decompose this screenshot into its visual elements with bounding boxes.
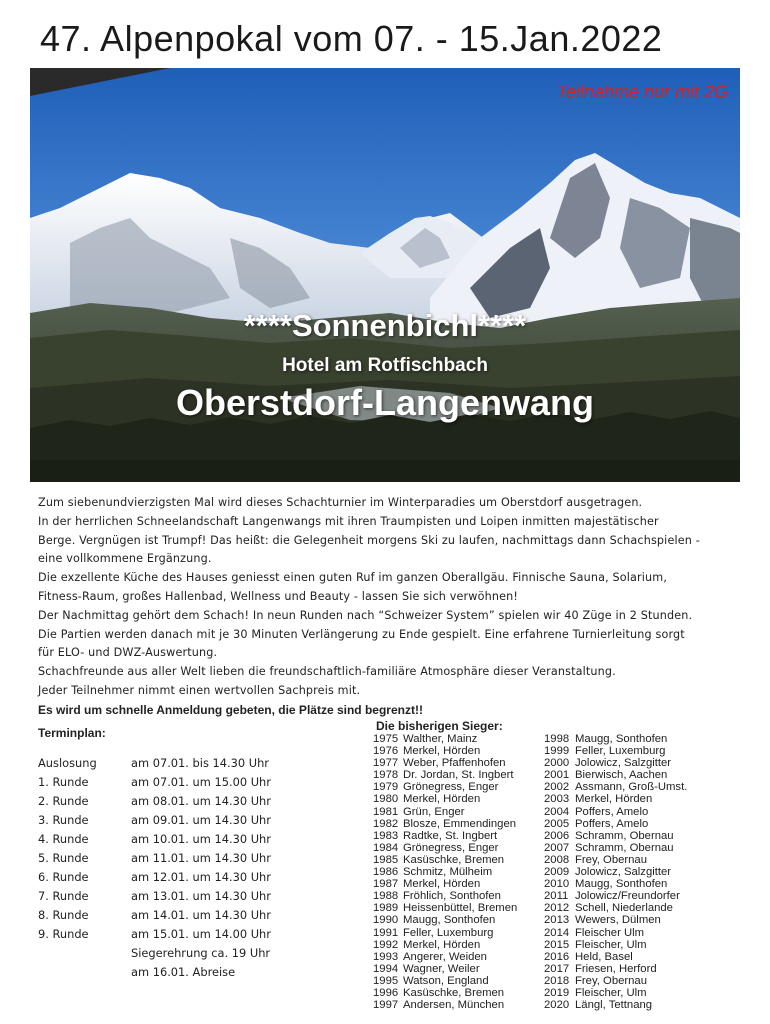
schedule-row [38,906,318,925]
hotel-name: ****Sonnenbichl**** [243,308,527,343]
winner-year: 2018 [544,974,570,987]
winner-row [544,818,687,830]
winner-name: Angerer, Weiden [403,950,487,963]
winner-name: Feller, Luxemburg [575,745,666,758]
winner-name: Schell, Niederlande [575,902,673,915]
winner-row [544,878,687,890]
schedule-round-label: 2. Runde [38,794,89,808]
winner-name: Längl, Tettnang [575,999,653,1012]
winner-row [373,866,517,878]
schedule-row [38,830,318,849]
winner-name: Maugg, Sonthofen [575,878,668,891]
winner-row [373,975,517,987]
winner-name: Blosze, Emmendingen [403,817,517,830]
winner-row [544,854,687,866]
intro-text [38,494,738,720]
winner-row [544,866,687,878]
winner-year: 1985 [373,853,399,866]
schedule-row [38,773,318,792]
winner-year: 2004 [544,805,570,818]
departure: am 16.01. Abreise [131,965,236,979]
winner-row [544,890,687,902]
winner-year: 2003 [544,793,570,806]
winner-name: Jolowicz, Salzgitter [575,757,672,770]
schedule-round-time: am 07.01. bis 14.30 Uhr [131,756,269,770]
winner-row [373,781,517,793]
winner-name: Merkel, Hörden [575,793,653,806]
winner-name: Frey, Obernau [575,853,647,866]
intro-line: für ELO- und DWZ-Auswertung. [38,646,218,660]
winner-name: Wewers, Dülmen [575,914,661,927]
winner-name: Merkel, Hörden [403,745,481,758]
schedule-row [38,792,318,811]
winner-name: Watson, England [403,974,489,987]
winner-year: 1995 [373,974,399,987]
winner-name: Bierwisch, Aachen [575,769,668,782]
winner-name: Kasüschke, Bremen [403,986,505,999]
winners-heading: Die bisherigen Sieger: [376,719,503,733]
winner-name: Frey, Obernau [575,974,647,987]
winner-row [544,745,687,757]
winner-name: Poffers, Amelo [575,805,649,818]
winner-year: 1978 [373,769,399,782]
winner-row [373,914,517,926]
winner-year: 2011 [544,890,569,903]
winner-row [373,854,517,866]
winner-year: 2020 [544,999,570,1012]
winner-year: 1976 [373,745,399,758]
award-ceremony: Siegerehrung ca. 19 Uhr [131,946,271,960]
schedule-round-time: am 11.01. um 14.30 Uhr [131,851,271,865]
winner-row [544,951,687,963]
winner-row [373,939,517,951]
winner-row [373,830,517,842]
winner-row [373,806,517,818]
winner-row [544,830,687,842]
winner-year: 1983 [373,829,399,842]
winner-year: 1998 [544,733,570,745]
schedule-row [38,925,318,944]
winner-row [544,781,687,793]
winner-year: 1996 [373,986,399,999]
intro-line: Fitness-Raum, großes Hallenbad, Wellness und Beauty - lassen Sie sich verwöhnen! [38,589,518,603]
winner-year: 2005 [544,817,570,830]
winner-row [544,902,687,914]
schedule-round-time: am 14.01. um 14.30 Uhr [131,908,271,922]
winner-name: Schramm, Obernau [575,829,674,842]
winner-year: 1999 [544,745,570,758]
winner-year: 1992 [373,938,399,951]
winner-year: 1986 [373,866,399,879]
winner-year: 1987 [373,878,399,891]
winner-year: 2009 [544,866,570,879]
winner-row [373,963,517,975]
intro-line: Die exzellente Küche des Hauses geniesst einen guten Ruf im ganzen Oberallgäu. Finnische Sauna, Solarium, [38,571,668,585]
winner-row [373,757,517,769]
hotel-subtitle: Hotel am Rotfischbach [282,355,488,376]
schedule-round-label: 6. Runde [38,870,89,884]
intro-line: In der herrlichen Schneelandschaft Langenwangs mit ihren Traumpisten und Loipen inmitten majestätischer [38,514,659,528]
winner-name: Held, Basel [575,950,633,963]
schedule-round-time: am 13.01. um 14.30 Uhr [131,889,271,903]
winner-name: Grönegress, Enger [403,841,499,854]
winner-name: Jolowicz/Freundorfer [575,890,680,903]
winner-row [373,902,517,914]
winner-year: 1994 [373,962,399,975]
winner-name: Maugg, Sonthofen [403,914,496,927]
schedule-row [38,868,318,887]
winner-name: Merkel, Hörden [403,793,481,806]
winner-name: Weber, Pfaffenhofen [403,757,506,770]
schedule-round-time: am 08.01. um 14.30 Uhr [131,794,271,808]
winner-row [544,987,687,999]
winner-year: 1980 [373,793,399,806]
winner-year: 1979 [373,781,399,794]
winner-name: Walther, Mainz [403,733,478,745]
winner-row [544,842,687,854]
location-title: Oberstdorf-Langenwang [175,382,594,423]
winner-name: Dr. Jordan, St. Ingbert [403,769,514,782]
schedule-round-label: 7. Runde [38,889,89,903]
winner-row [544,757,687,769]
winner-name: Friesen, Herford [575,962,657,975]
winner-year: 1997 [373,999,399,1012]
winner-year: 2012 [544,902,570,915]
schedule-round-time: am 07.01. um 15.00 Uhr [131,775,271,789]
winner-name: Schramm, Obernau [575,841,674,854]
page-title: 47. Alpenpokal vom 07. - 15.Jan.2022 [40,18,663,59]
hero-photo [30,68,740,482]
winner-row [373,987,517,999]
winner-name: Fleischer, Ulm [575,986,647,999]
winner-row [373,951,517,963]
winner-year: 1984 [373,841,399,854]
winner-name: Fleischer, Ulm [575,938,647,951]
winner-year: 1981 [373,805,399,818]
winner-row [544,769,687,781]
winner-name: Grün, Enger [403,805,465,818]
winner-year: 2007 [544,841,570,854]
schedule-round-label: Auslosung [38,756,97,770]
winner-row [544,793,687,805]
schedule-row [38,811,318,830]
winner-row [373,793,517,805]
winner-year: 1990 [373,914,399,927]
winner-name: Kasüschke, Bremen [403,853,505,866]
winner-row [544,963,687,975]
winner-year: 1982 [373,817,399,830]
winner-name: Jolowicz, Salzgitter [575,866,672,879]
winner-name: Merkel, Hörden [403,878,481,891]
schedule [38,726,318,982]
winner-name: Assmann, Groß-Umst. [575,781,688,794]
winner-year: 2016 [544,950,570,963]
winner-row [544,927,687,939]
schedule-round-time: am 10.01. um 14.30 Uhr [131,832,271,846]
winner-row [373,878,517,890]
winner-year: 1975 [373,733,399,745]
intro-line: Die Partien werden danach mit je 30 Minuten Verlängerung zu Ende gespielt. Eine erfahrene Turnierleitung sorgt [38,627,685,641]
schedule-row [38,754,318,773]
winner-year: 2006 [544,829,570,842]
winner-row [373,927,517,939]
winner-row [373,842,517,854]
schedule-round-time: am 12.01. um 14.30 Uhr [131,870,271,884]
schedule-rows [38,754,318,944]
schedule-heading: Terminplan: [38,726,106,740]
winner-name: Wagner, Weiler [403,962,480,975]
winner-year: 1977 [373,757,399,770]
schedule-round-label: 5. Runde [38,851,89,865]
winner-year: 2013 [544,914,570,927]
winner-year: 1988 [373,890,399,903]
winner-name: Andersen, München [403,999,505,1012]
winner-name: Feller, Luxemburg [403,926,494,939]
winner-row [544,975,687,987]
winner-row [373,733,517,745]
schedule-row [38,887,318,906]
winner-name: Grönegress, Enger [403,781,499,794]
winners-list-right [544,733,687,1011]
winner-year: 2015 [544,938,570,951]
schedule-round-time: am 09.01. um 14.30 Uhr [131,813,271,827]
intro-line: Schachfreunde aus aller Welt lieben die freundschaftlich-familiäre Atmosphäre dieser Veranstaltung. [38,665,616,679]
notice-2g: Teilnahme nur mit 2G [556,82,728,102]
registration-note: Es wird um schnelle Anmeldung gebeten, die Plätze sind begrenzt!! [38,702,423,717]
winner-name: Poffers, Amelo [575,817,649,830]
winner-year: 1993 [373,950,399,963]
intro-line: eine vollkommene Ergänzung. [38,552,212,566]
winner-year: 2019 [544,986,570,999]
winner-row [373,999,517,1011]
intro-line: Berge. Vergnügen ist Trumpf! Das heißt: die Gelegenheit morgens Ski zu laufen, nachmittags dann Schachspielen - [38,533,700,547]
winner-row [544,733,687,745]
intro-line: Der Nachmittag gehört dem Schach! In neun Runden nach “Schweizer System” spielen wir 40 Züge in 2 Stunden. [38,608,693,622]
winner-row [373,769,517,781]
winner-year: 1991 [373,926,399,939]
schedule-round-label: 1. Runde [38,775,89,789]
winner-name: Radtke, St. Ingbert [403,829,498,842]
schedule-round-label: 4. Runde [38,832,89,846]
intro-line: Jeder Teilnehmer nimmt einen wertvollen Sachpreis mit. [38,683,361,697]
winner-year: 2010 [544,878,570,891]
winner-row [544,914,687,926]
winner-name: Heissenbüttel, Bremen [403,902,518,915]
winner-row [373,818,517,830]
winner-row [544,806,687,818]
winner-name: Merkel, Hörden [403,938,481,951]
schedule-round-label: 9. Runde [38,927,89,941]
winner-name: Maugg, Sonthofen [575,733,668,745]
winner-year: 2017 [544,962,570,975]
schedule-row [38,849,318,868]
winner-year: 2001 [544,769,570,782]
winner-name: Fröhlich, Sonthofen [403,890,501,903]
winner-year: 1989 [373,902,399,915]
intro-line: Zum siebenundvierzigsten Mal wird dieses Schachturnier im Winterparadies um Oberstdorf ausgetragen. [38,496,643,509]
winner-row [544,939,687,951]
winners-list-left [373,733,517,1011]
winner-name: Fleischer Ulm [575,926,645,939]
winner-row [373,890,517,902]
winner-year: 2014 [544,926,570,939]
winner-year: 2002 [544,781,570,794]
schedule-round-time: am 15.01. um 14.00 Uhr [131,927,271,941]
winner-name: Schmitz, Mülheim [403,866,493,879]
schedule-round-label: 8. Runde [38,908,89,922]
winner-row [373,745,517,757]
winner-row [544,999,687,1011]
winner-year: 2000 [544,757,570,770]
winner-year: 2008 [544,853,570,866]
schedule-round-label: 3. Runde [38,813,89,827]
